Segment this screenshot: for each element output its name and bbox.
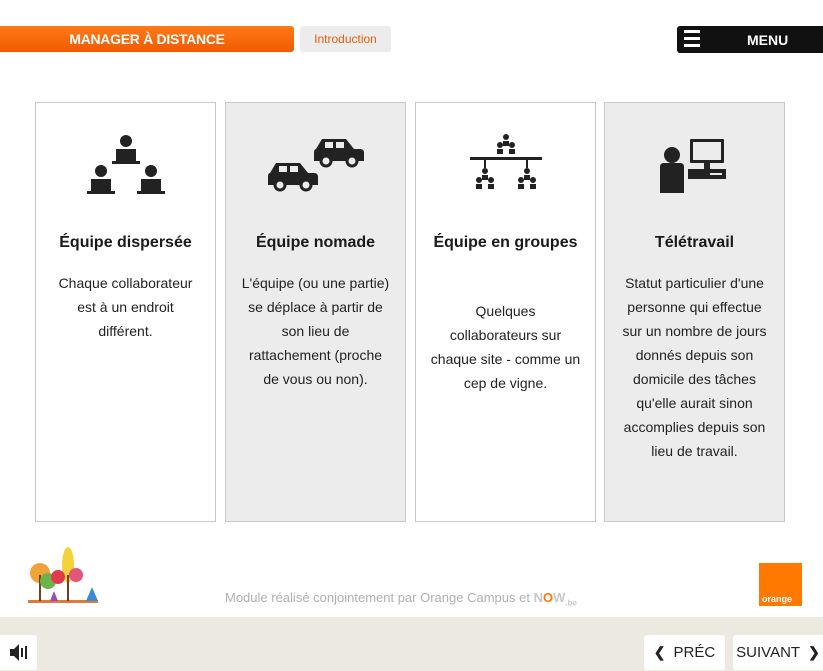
hamburger-icon [684, 30, 700, 48]
footer-credit [225, 590, 577, 608]
menu-label: MENU [747, 32, 789, 48]
top-bar [0, 0, 823, 60]
card-nomad-team [225, 102, 406, 522]
orange-logo-text: orange [762, 594, 793, 604]
chevron-right-icon: ❯ [808, 644, 820, 660]
card-title: Télétravail [654, 234, 735, 251]
next-label: SUIVANT [736, 644, 801, 661]
card-title: Équipe dispersée [59, 234, 192, 251]
grouped-team-icon [416, 133, 595, 203]
card-text: Statut particulier d'une personne qui effectue sur un nombre de jours donnés depuis son domicile des tâches qu'elle aurait sinon accomplies depuis son lieu de travail. [622, 275, 767, 459]
card-dispersed-team [35, 102, 216, 522]
credit-text: Module réalisé conjointement par Orange Campus et [225, 590, 530, 605]
prev-label: PRÉC [673, 644, 716, 661]
card-text: L'équipe (ou une partie) se déplace à partir de son lieu de rattachement (proche de vous ou non). [241, 275, 390, 387]
chevron-left-icon: ❮ [653, 644, 666, 660]
speaker-icon [0, 635, 37, 670]
card-title: Équipe nomade [255, 234, 376, 251]
card-telework [604, 102, 785, 522]
now-be-logo: $NOW_{.be}$ [533, 590, 577, 608]
trees-logo [28, 545, 98, 605]
menu-button[interactable] [677, 26, 823, 53]
dispersed-team-icon [36, 133, 215, 203]
section-tab[interactable]: Introduction [300, 26, 391, 52]
cars-icon [226, 133, 405, 203]
module-title: MANAGER À DISTANCE [0, 26, 294, 52]
card-text: Quelques collaborateurs sur chaque site - comme un cep de vigne. [430, 303, 581, 391]
card-text: Chaque collaborateur est à un endroit différent. [58, 275, 193, 339]
prev-button[interactable] [644, 635, 725, 670]
team-type-cards [35, 102, 786, 522]
telework-computer-icon [605, 133, 784, 203]
card-grouped-team [415, 102, 596, 522]
next-button[interactable] [733, 635, 823, 670]
card-title: Équipe en groupes [433, 234, 578, 251]
sound-button[interactable] [0, 635, 37, 670]
orange-logo [759, 563, 802, 606]
